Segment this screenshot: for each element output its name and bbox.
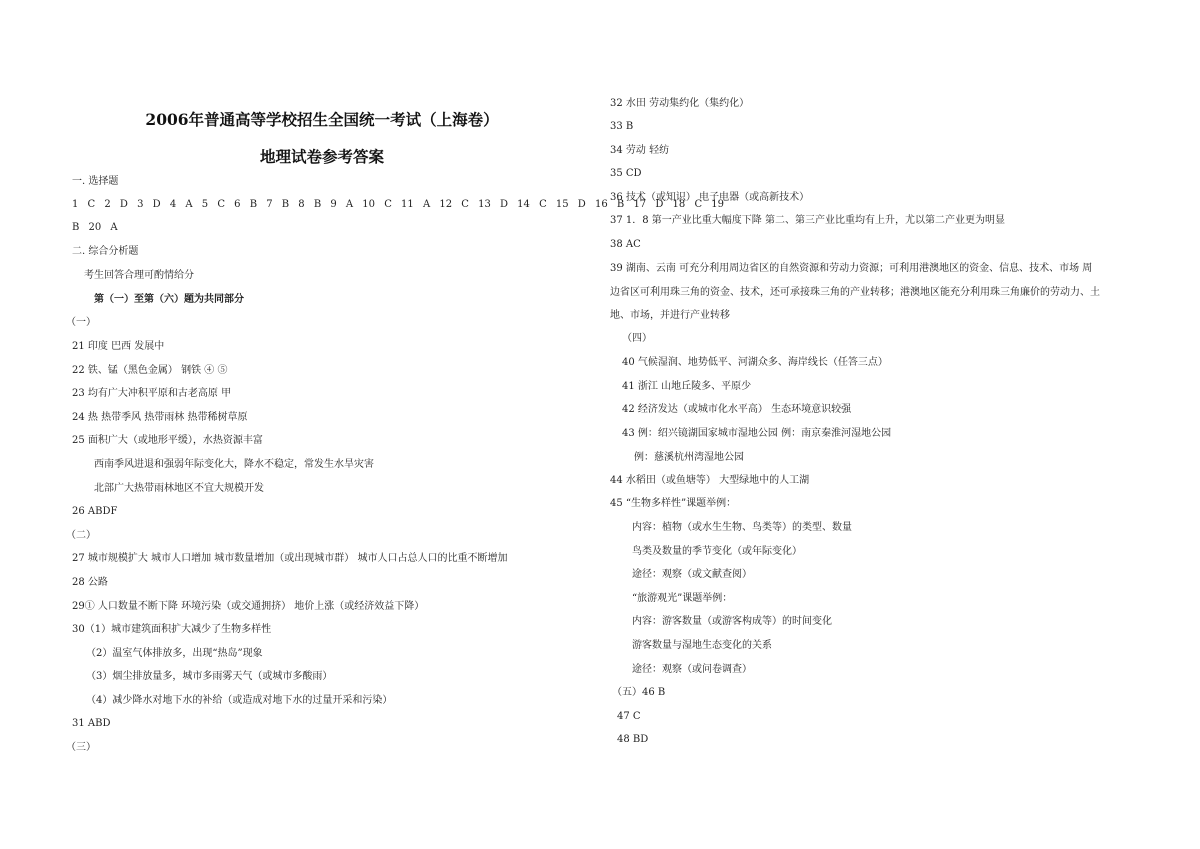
answer-line: 45 “生物多样性”课题举例：	[610, 498, 737, 509]
answer-line: 26 ABDF	[72, 506, 118, 517]
answer-line: “旅游观光”课题举例：	[632, 593, 733, 604]
answer-line: 35 CD	[610, 168, 642, 179]
answer-line: 38 AC	[610, 239, 641, 250]
answer-line: 25 面积广大（或地形平缓），水热资源丰富	[72, 435, 263, 446]
answer-line: 24 热 热带季风 热带雨林 热带稀树草原	[72, 412, 248, 423]
section-heading-choice: 一. 选择题	[72, 176, 119, 187]
answer-line: （4）减少降水对地下水的补给（或造成对地下水的过量开采和污染）	[86, 695, 393, 706]
answer-line: 37 1．8 第一产业比重大幅度下降 第二、第三产业比重均有上升，尤以第二产业更为明显	[610, 215, 1005, 226]
answer-line: 47 C	[617, 711, 641, 722]
part-heading: （一）	[66, 317, 96, 328]
answer-line: 北部广大热带雨林地区不宜大规模开发	[94, 483, 264, 494]
answer-line: 28 公路	[72, 577, 108, 588]
answer-line: 42 经济发达（或城市化水平高） 生态环境意识较强	[622, 404, 852, 415]
answer-line: 31 ABD	[72, 718, 111, 729]
section-heading-analysis: 二. 综合分析题	[72, 246, 139, 257]
answer-line: 途径：观察（或问卷调查）	[632, 664, 752, 675]
answer-line: 39 湖南、云南 可充分利用周边省区的自然资源和劳动力资源；可利用港澳地区的资金、信息、技术、市场 周	[610, 263, 1093, 274]
answer-line: 27 城市规模扩大 城市人口增加 城市数量增加（或出现城市群） 城市人口占总人口的比重不断增加	[72, 553, 508, 564]
answer-line: 44 水稻田（或鱼塘等） 大型绿地中的人工湖	[610, 475, 810, 486]
answer-line: （2）温室气体排放多，出现“热岛”现象	[86, 648, 263, 659]
answer-line: 内容：植物（或水生生物、鸟类等）的类型、数量	[632, 522, 852, 533]
page-title: 2006年普通高等学校招生全国统一考试（上海卷）	[145, 110, 499, 129]
grading-note: 考生回答合理可酌情给分	[84, 270, 194, 281]
answer-line: 途径：观察（或文献查阅）	[632, 569, 752, 580]
part-heading: （四）	[622, 333, 652, 344]
answer-line: 29① 人口数量不断下降 环境污染（或交通拥挤） 地价上涨（或经济效益下降）	[72, 601, 425, 612]
answer-line: 21 印度 巴西 发展中	[72, 341, 165, 352]
answer-line: 43 例：绍兴镜湖国家城市湿地公园 例：南京秦淮河湿地公园	[622, 428, 892, 439]
answer-line: 48 BD	[617, 734, 649, 745]
answer-line: 34 劳动 轻纺	[610, 145, 670, 156]
answer-line: 内容：游客数量（或游客构成等）的时间变化	[632, 616, 832, 627]
answer-line: 32 水田 劳动集约化（集约化）	[610, 98, 750, 109]
answer-line: 地、市场，并进行产业转移	[610, 310, 730, 321]
answer-line: 游客数量与湿地生态变化的关系	[632, 640, 772, 651]
answer-line: 23 均有广大冲积平原和古老高原 甲	[72, 388, 232, 399]
page-subtitle: 地理试卷参考答案	[259, 147, 384, 166]
mcq-answers-line: B 20 A	[72, 222, 118, 233]
answer-line: 41 浙江 山地丘陵多、平原少	[622, 381, 752, 392]
answer-line: 边省区可利用珠三角的资金、技术，还可承接珠三角的产业转移；港澳地区能充分利用珠三角廉价的劳动力、土	[610, 287, 1100, 298]
common-section-note: 第（一）至第（六）题为共同部分	[94, 294, 244, 305]
answer-line: 例：慈溪杭州湾湿地公园	[634, 452, 744, 463]
mcq-answers-line: 1 C 2 D 3 D 4 A 5 C 6 B 7 B 8 B 9 A 10 C 11 A 12 C 13 D 14 C 15 D 16 B 17 D 18 C 19	[72, 199, 724, 210]
answer-line: 22 铁、锰（黑色金属） 钢铁 ④ ⑤	[72, 365, 228, 376]
part-heading: （二）	[66, 530, 96, 541]
answer-line: 30（1）城市建筑面积扩大减少了生物多样性	[72, 624, 272, 635]
answer-line: 40 气候湿润、地势低平、河湖众多、海岸线长（任答三点）	[622, 357, 888, 368]
answer-line: （五）46 B	[612, 687, 666, 698]
answer-line: 33 B	[610, 121, 634, 132]
answer-line: （3）烟尘排放量多，城市多雨雾天气（或城市多酸雨）	[86, 671, 333, 682]
answer-line: 36 技术（或知识） 电子电器（或高新技术）	[610, 192, 810, 203]
part-heading: （三）	[66, 742, 96, 753]
answer-line: 鸟类及数量的季节变化（或年际变化）	[632, 546, 802, 557]
answer-line: 西南季风进退和强弱年际变化大，降水不稳定，常发生水旱灾害	[94, 459, 374, 470]
